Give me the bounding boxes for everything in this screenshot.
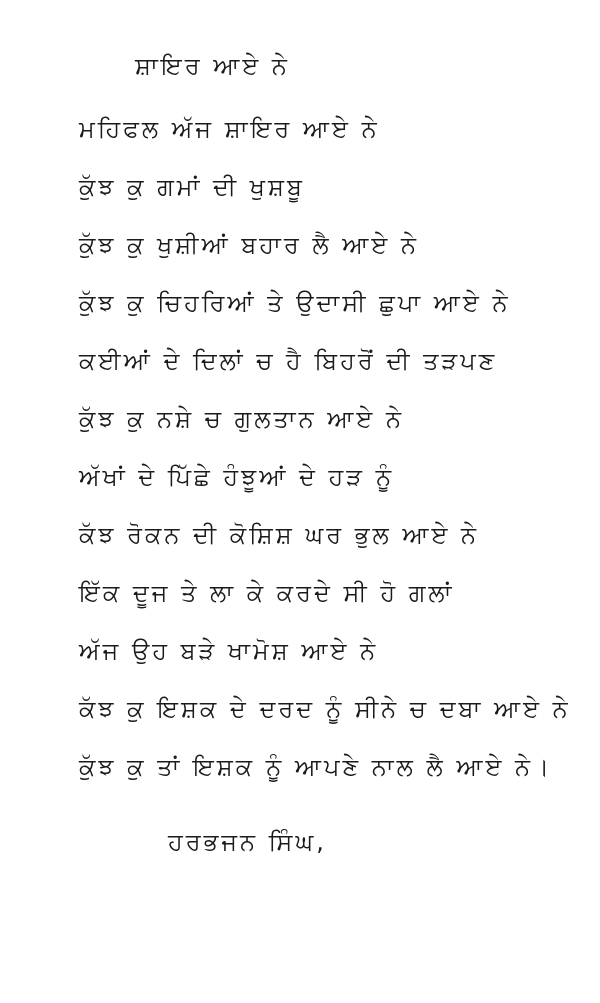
poem-line: ਕਈਆਂ ਦੇ ਦਿਲਾਂ ਚ ਹੈ ਬਿਹਰੋਂ ਦੀ ਤੜਪਣ xyxy=(79,347,498,375)
poem-line: ਮਹਿਫਲ ਅੱਜ ਸ਼ਾਇਰ ਆਏ ਨੇ xyxy=(79,115,380,143)
poem-line: ਕੱਝ ਕੁ ਇਸ਼ਕ ਦੇ ਦਰਦ ਨੂੰ ਸੀਨੇ ਚ ਦਬਾ ਆਏ ਨੇ xyxy=(79,695,571,723)
poem-line: ਕੁੱਝ ਕੁ ਗਮਾਂ ਦੀ ਖੁਸ਼ਬੂ xyxy=(79,173,305,201)
poem-line: ਅੱਖਾਂ ਦੇ ਪਿੱਛੇ ਹੰਝੂਆਂ ਦੇ ਹੜ ਨੂੰ xyxy=(79,463,395,491)
poem-line: ਕੁੱਝ ਕੁ ਨਸ਼ੇ ਚ ਗੁਲਤਾਨ ਆਏ ਨੇ xyxy=(79,405,404,433)
poem-line: ਇੱਕ ਦੂਜ ਤੇ ਲਾ ਕੇ ਕਰਦੇ ਸੀ ਹੋ ਗਲਾਂ xyxy=(79,579,455,607)
poem-line: ਕੁੱਝ ਕੁ ਖੁਸ਼ੀਆਂ ਬਹਾਰ ਲੈ ਆਏ ਨੇ xyxy=(79,231,419,259)
poem-lines xyxy=(79,112,594,808)
poem-title: ਸ਼ਾਇਰ ਆਏ ਨੇ xyxy=(135,52,290,80)
poem-line: ਕੁੱਝ ਕੁ ਚਿਹਰਿਆਂ ਤੇ ਉਦਾਸੀ ਛੁਪਾ ਆਏ ਨੇ xyxy=(79,289,511,317)
poem-signature: ਹਰਭਜਨ ਸਿੰਘ, xyxy=(168,828,327,856)
poem-line: ਅੱਜ ਉਹ ਬੜੇ ਖਾਮੋਸ਼ ਆਏ ਨੇ xyxy=(79,637,379,665)
poem-line: ਕੁੱਝ ਕੁ ਤਾਂ ਇਸ਼ਕ ਨੂੰ ਆਪਣੇ ਨਾਲ ਲੈ ਆਏ ਨੇ। xyxy=(79,753,553,781)
poem-line: ਕੱਝ ਰੋਕਨ ਦੀ ਕੋਸ਼ਿਸ਼ ਘਰ ਭੁਲ ਆਏ ਨੇ xyxy=(79,521,480,549)
